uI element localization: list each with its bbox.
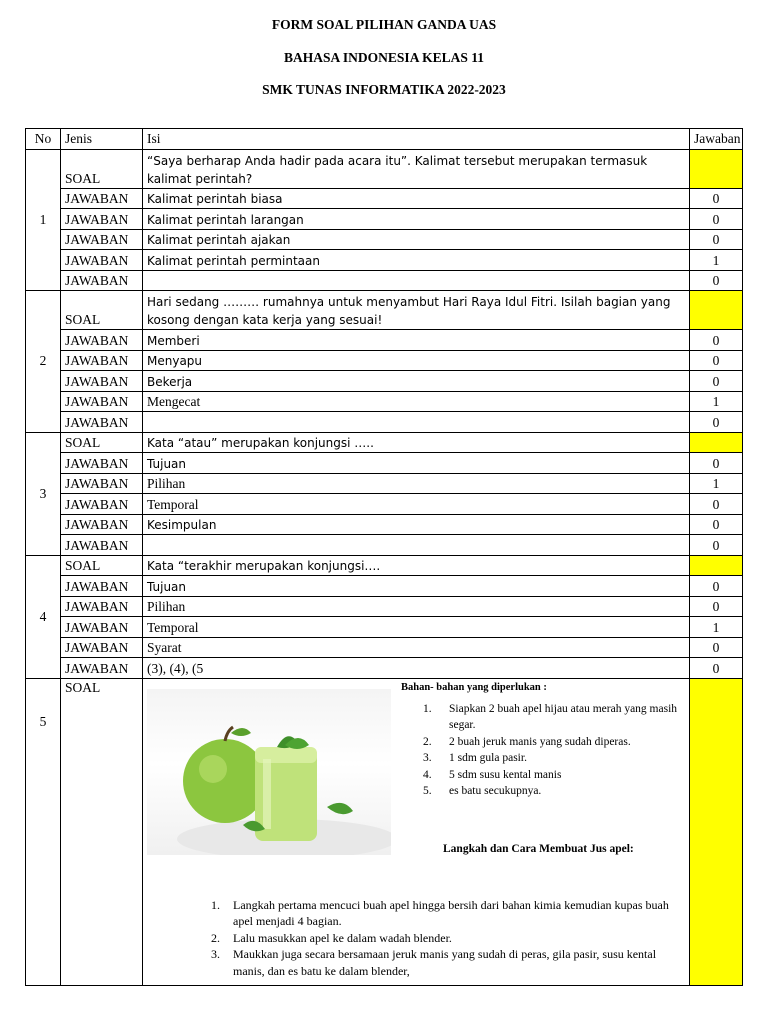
option-score: 1 [690,391,743,412]
ingredient-item: 1. Siapkan 2 buah apel hijau atau merah yang masih segar. [423,702,678,731]
ingredient-item: 4. 5 sdm susu kental manis [423,768,562,781]
option-score: 0 [690,330,743,351]
option-score: 1 [690,250,743,271]
option-row [26,188,743,209]
option-score: 0 [690,371,743,392]
row-type: JAWABAN [61,473,143,494]
ingredients-list [401,701,690,800]
row-type: JAWABAN [61,453,143,474]
option-score: 0 [690,637,743,658]
option-row [26,229,743,250]
option-row [26,371,743,392]
answer-key-cell [690,678,743,985]
form-title: FORM SOAL PILIHAN GANDA UAS [271,17,497,32]
col-isi-header: Isi [143,129,690,150]
option-text: Syarat [143,637,690,658]
option-row [26,391,743,412]
question-row-4 [26,555,743,576]
option-score: 0 [690,453,743,474]
step-item: 2. Lalu masukkan apel ke dalam wadah blender. [211,930,452,945]
option-row [26,270,743,291]
option-score: 1 [690,473,743,494]
question-text: Hari sedang ……… rumahnya untuk menyambut Hari Raya Idul Fitri. Isilah bagian yang kosong dengan kata kerja yang sesuai! [143,291,690,330]
row-type: SOAL [61,555,143,576]
question-number: 1 [26,149,61,291]
option-row [26,617,743,638]
option-text: Menyapu [143,350,690,371]
step-item: 1. Langkah pertama mencuci buah apel hingga bersih dari bahan kimia kemudian kupas buah apel menjadi 4 bagian. [211,897,669,928]
option-text [143,412,690,433]
option-score: 0 [690,494,743,515]
option-row [26,412,743,433]
option-text: (3), (4), (5 [143,658,690,679]
option-score: 0 [690,535,743,556]
row-type: JAWABAN [61,637,143,658]
option-text: Kalimat perintah biasa [143,188,690,209]
option-row [26,514,743,535]
form-school: SMK TUNAS INFORMATIKA 2022-2023 [262,82,506,97]
answer-key-cell [690,432,743,453]
option-score: 0 [690,412,743,433]
row-type: SOAL [61,678,143,985]
row-type: JAWABAN [61,412,143,433]
question-text: Kata “atau” merupakan konjungsi ….. [143,432,690,453]
row-type: JAWABAN [61,494,143,515]
option-text: Kalimat perintah permintaan [143,250,690,271]
row-type: JAWABAN [61,596,143,617]
row-type: JAWABAN [61,535,143,556]
option-row [26,596,743,617]
option-score: 0 [690,658,743,679]
option-row [26,494,743,515]
question-number: 5 [26,678,61,985]
question-row-1 [26,149,743,188]
option-score: 1 [690,617,743,638]
option-score: 0 [690,514,743,535]
option-row [26,350,743,371]
col-jenis-header: Jenis [61,129,143,150]
option-row [26,576,743,597]
option-row [26,637,743,658]
question-number: 3 [26,432,61,555]
row-type: SOAL [61,432,143,453]
option-text: Mengecat [143,391,690,412]
row-type: JAWABAN [61,658,143,679]
row-type: JAWABAN [61,270,143,291]
answer-key-cell [690,149,743,188]
row-type: JAWABAN [61,229,143,250]
option-text: Kalimat perintah ajakan [143,229,690,250]
option-score: 0 [690,209,743,230]
ingredient-item: 3. 1 sdm gula pasir. [423,752,527,764]
option-row [26,209,743,230]
question-row-5 [26,678,743,985]
question-text: Kata “terakhir merupakan konjungsi…. [143,555,690,576]
option-score: 0 [690,229,743,250]
question-row-2 [26,291,743,330]
question-body [26,149,743,985]
ingredients-title: Bahan- bahan yang diperlukan : [401,681,547,693]
col-no-header: No [26,129,61,150]
option-score: 0 [690,576,743,597]
question-row-3 [26,432,743,453]
row-type: SOAL [61,149,143,188]
ingredient-item: 5. es batu secukupnya. [423,785,542,797]
option-text: Bekerja [143,371,690,392]
row-type: JAWABAN [61,350,143,371]
option-text: Temporal [143,617,690,638]
green-apple-juice-photo [147,689,391,855]
option-text: Temporal [143,494,690,515]
row-type: JAWABAN [61,371,143,392]
option-score: 0 [690,270,743,291]
step-item: 3. Maukkan juga secara bersamaan jeruk manis yang sudah di peras, gila pasir, susu kental manis, dan es batu ke dalam blender, [211,947,657,978]
option-text: Tujuan [143,453,690,474]
question-number: 2 [26,291,61,433]
steps-list [193,897,673,980]
question-5-content [143,678,690,985]
row-type: SOAL [61,291,143,330]
row-type: JAWABAN [61,617,143,638]
col-jawaban-header: Jawaban [690,129,743,150]
option-text: Kesimpulan [143,514,690,535]
option-text: Memberi [143,330,690,351]
option-text: Pilihan [143,473,690,494]
question-number: 4 [26,555,61,678]
ingredient-item: 2. 2 buah jeruk manis yang sudah diperas. [423,735,631,748]
question-text: “Saya berharap Anda hadir pada acara itu”. Kalimat tersebut merupakan termasuk kalimat perintah? [143,149,690,188]
option-row [26,330,743,351]
row-type: JAWABAN [61,330,143,351]
option-row [26,535,743,556]
row-type: JAWABAN [61,188,143,209]
option-text: Pilihan [143,596,690,617]
option-row [26,658,743,679]
row-type: JAWABAN [61,514,143,535]
option-score: 0 [690,188,743,209]
table-header-row [26,129,743,150]
option-text: Tujuan [143,576,690,597]
option-text: Kalimat perintah larangan [143,209,690,230]
form-subject: BAHASA INDONESIA KELAS 11 [284,50,484,65]
option-score: 0 [690,596,743,617]
answer-key-cell [690,555,743,576]
option-score: 0 [690,350,743,371]
question-table [25,128,743,986]
row-type: JAWABAN [61,576,143,597]
answer-key-cell [690,291,743,330]
row-type: JAWABAN [61,250,143,271]
option-row [26,473,743,494]
row-type: JAWABAN [61,391,143,412]
option-row [26,250,743,271]
option-text [143,270,690,291]
option-row [26,453,743,474]
steps-title: Langkah dan Cara Membuat Jus apel: [443,842,634,855]
option-text [143,535,690,556]
row-type: JAWABAN [61,209,143,230]
